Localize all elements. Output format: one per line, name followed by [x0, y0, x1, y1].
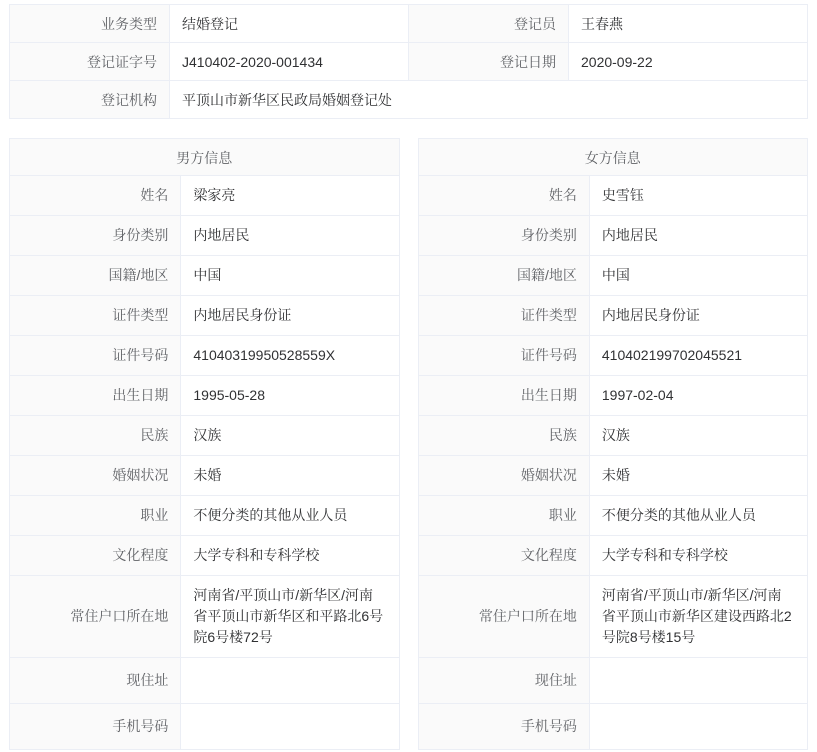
male-value-name: 梁家亮: [181, 176, 399, 216]
table-row: [418, 496, 808, 536]
party-info-panels: [9, 138, 808, 750]
table-row: [10, 576, 400, 658]
summary-value-registration-office: 平顶山市新华区民政局婚姻登记处: [170, 81, 808, 119]
female-value-marital-status: 未婚: [589, 456, 807, 496]
female-label-id-number: 证件号码: [418, 336, 589, 376]
male-value-ethnicity: 汉族: [181, 416, 399, 456]
female-value-mobile: [589, 704, 807, 750]
female-value-identity-type: 内地居民: [589, 216, 807, 256]
table-row: [10, 5, 808, 43]
table-row: [418, 296, 808, 336]
summary-table: [9, 4, 808, 119]
table-row: [418, 704, 808, 750]
table-row: [10, 81, 808, 119]
table-row: [418, 176, 808, 216]
female-value-id-number: 410402199702045521: [589, 336, 807, 376]
summary-label-registration-date: 登记日期: [409, 43, 569, 81]
summary-value-registration-date: 2020-09-22: [569, 43, 808, 81]
female-label-current-address: 现住址: [418, 658, 589, 704]
table-row: [10, 176, 400, 216]
male-label-birth-date: 出生日期: [10, 376, 181, 416]
female-label-household-address: 常住户口所在地: [418, 576, 589, 658]
table-row: [418, 416, 808, 456]
female-info-table: [418, 175, 809, 750]
female-label-nationality: 国籍/地区: [418, 256, 589, 296]
table-row: [10, 456, 400, 496]
male-panel-title: 男方信息: [9, 138, 400, 176]
table-row: [10, 336, 400, 376]
male-value-current-address: [181, 658, 399, 704]
female-label-birth-date: 出生日期: [418, 376, 589, 416]
male-value-identity-type: 内地居民: [181, 216, 399, 256]
female-value-id-type: 内地居民身份证: [589, 296, 807, 336]
table-row: [10, 416, 400, 456]
male-info-table: [9, 175, 400, 750]
male-label-id-number: 证件号码: [10, 336, 181, 376]
female-label-mobile: 手机号码: [418, 704, 589, 750]
male-label-education: 文化程度: [10, 536, 181, 576]
male-label-household-address: 常住户口所在地: [10, 576, 181, 658]
male-info-panel: [9, 138, 400, 750]
table-row: [10, 376, 400, 416]
male-value-household-address: 河南省/平顶山市/新华区/河南省平顶山市新华区和平路北6号院6号楼72号: [181, 576, 399, 658]
female-value-nationality: 中国: [589, 256, 807, 296]
table-row: [418, 536, 808, 576]
summary-label-registrar: 登记员: [409, 5, 569, 43]
female-value-household-address: 河南省/平顶山市/新华区/河南省平顶山市新华区建设西路北2号院8号楼15号: [589, 576, 807, 658]
male-label-id-type: 证件类型: [10, 296, 181, 336]
table-row: [10, 43, 808, 81]
table-row: [418, 376, 808, 416]
table-row: [418, 658, 808, 704]
male-label-nationality: 国籍/地区: [10, 256, 181, 296]
table-row: [10, 256, 400, 296]
table-row: [10, 216, 400, 256]
female-info-panel: [418, 138, 809, 750]
female-value-occupation: 不便分类的其他从业人员: [589, 496, 807, 536]
male-value-birth-date: 1995-05-28: [181, 376, 399, 416]
male-label-mobile: 手机号码: [10, 704, 181, 750]
summary-label-business-type: 业务类型: [10, 5, 170, 43]
summary-value-registrar: 王春燕: [569, 5, 808, 43]
female-value-ethnicity: 汉族: [589, 416, 807, 456]
table-row: [418, 456, 808, 496]
female-panel-title: 女方信息: [418, 138, 809, 176]
male-label-identity-type: 身份类别: [10, 216, 181, 256]
male-value-id-type: 内地居民身份证: [181, 296, 399, 336]
table-row: [10, 496, 400, 536]
female-label-name: 姓名: [418, 176, 589, 216]
male-label-ethnicity: 民族: [10, 416, 181, 456]
summary-value-certificate-no: J410402-2020-001434: [170, 43, 409, 81]
female-value-current-address: [589, 658, 807, 704]
table-row: [418, 216, 808, 256]
male-value-id-number: 41040319950528559X: [181, 336, 399, 376]
male-value-occupation: 不便分类的其他从业人员: [181, 496, 399, 536]
male-value-marital-status: 未婚: [181, 456, 399, 496]
female-label-occupation: 职业: [418, 496, 589, 536]
table-row: [418, 336, 808, 376]
male-label-marital-status: 婚姻状况: [10, 456, 181, 496]
female-label-ethnicity: 民族: [418, 416, 589, 456]
table-row: [10, 536, 400, 576]
female-label-identity-type: 身份类别: [418, 216, 589, 256]
female-value-name: 史雪钰: [589, 176, 807, 216]
summary-value-business-type: 结婚登记: [170, 5, 409, 43]
female-value-birth-date: 1997-02-04: [589, 376, 807, 416]
table-row: [10, 296, 400, 336]
table-row: [10, 704, 400, 750]
male-label-occupation: 职业: [10, 496, 181, 536]
table-row: [418, 256, 808, 296]
female-value-education: 大学专科和专科学校: [589, 536, 807, 576]
summary-label-registration-office: 登记机构: [10, 81, 170, 119]
male-label-name: 姓名: [10, 176, 181, 216]
table-row: [418, 576, 808, 658]
male-value-nationality: 中国: [181, 256, 399, 296]
female-label-education: 文化程度: [418, 536, 589, 576]
male-value-education: 大学专科和专科学校: [181, 536, 399, 576]
table-row: [10, 658, 400, 704]
male-label-current-address: 现住址: [10, 658, 181, 704]
male-value-mobile: [181, 704, 399, 750]
female-label-marital-status: 婚姻状况: [418, 456, 589, 496]
summary-label-certificate-no: 登记证字号: [10, 43, 170, 81]
female-label-id-type: 证件类型: [418, 296, 589, 336]
